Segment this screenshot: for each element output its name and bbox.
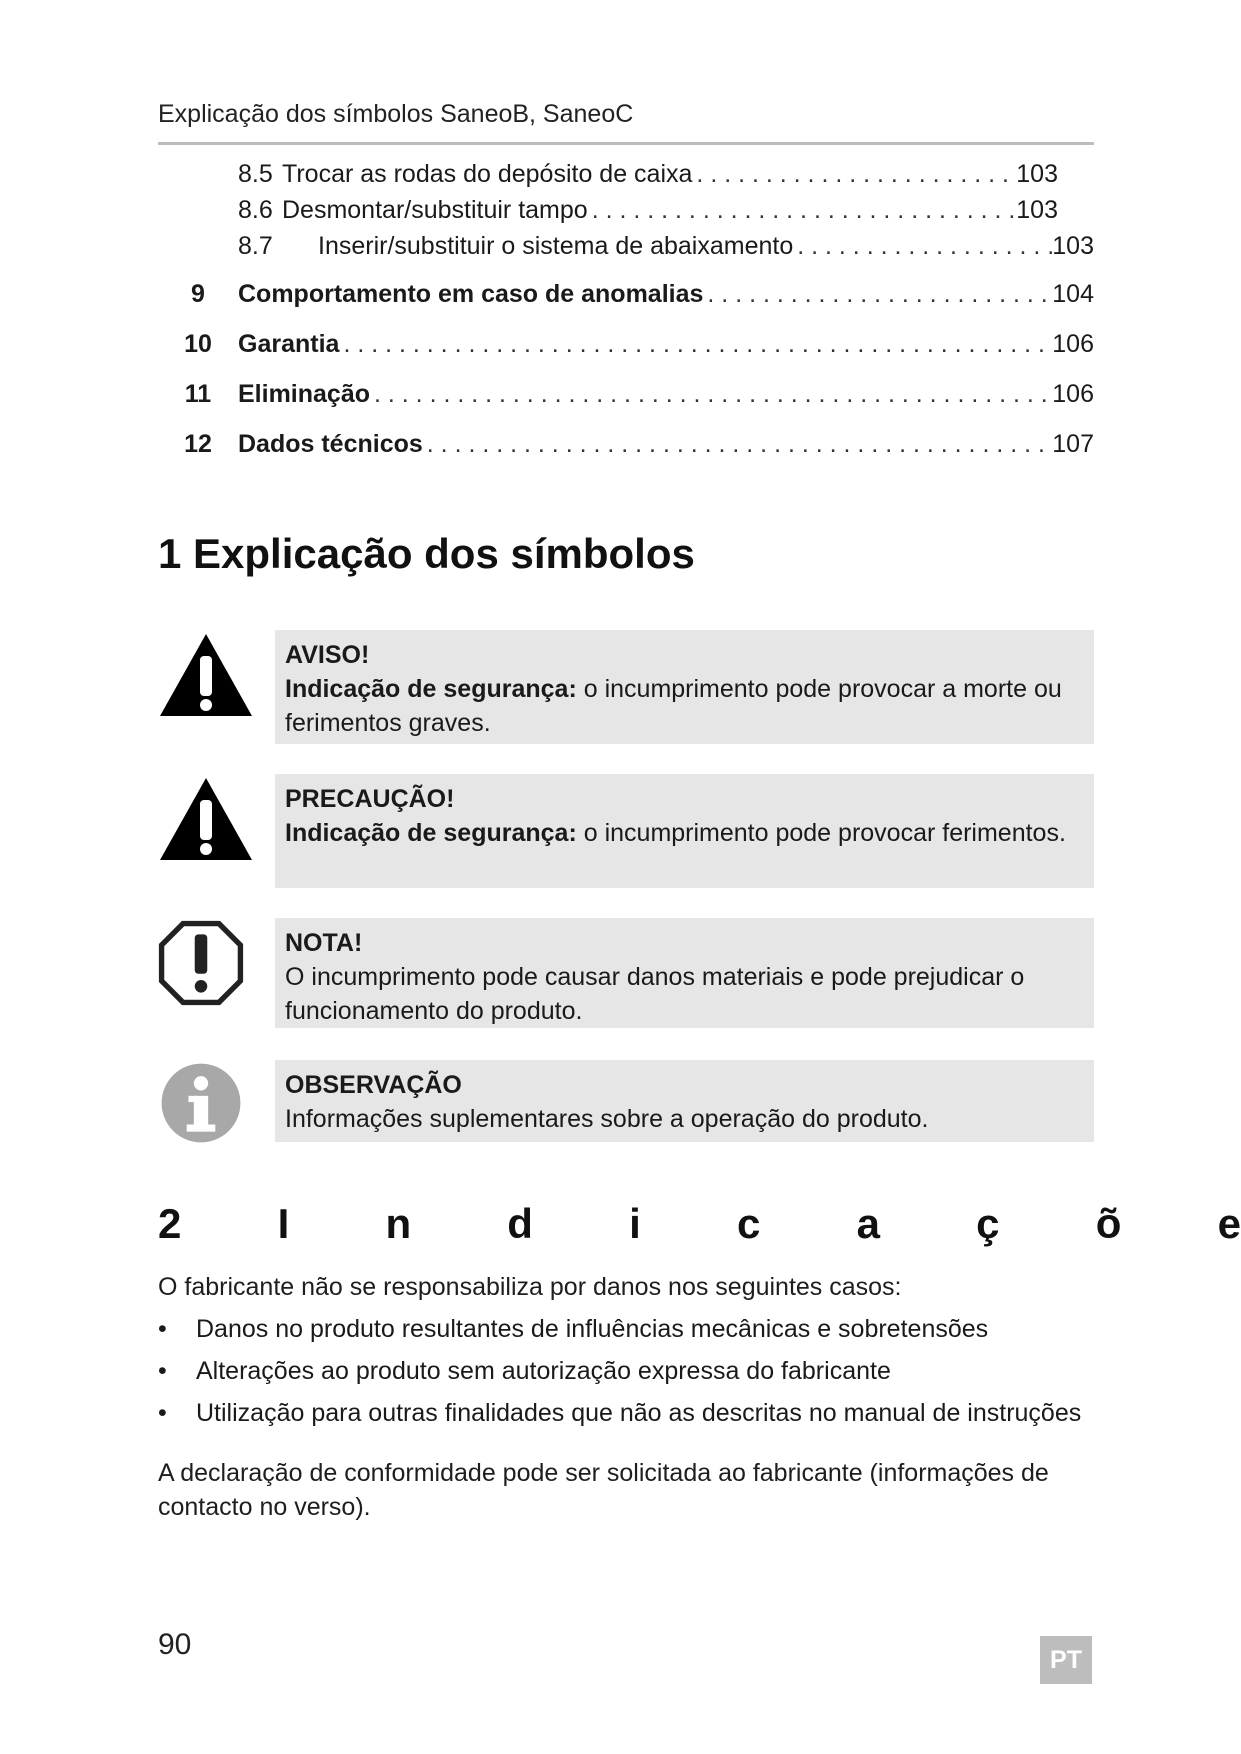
page-number: 90 <box>158 1628 192 1661</box>
section-1-heading: 1 Explicação dos símbolos <box>158 530 695 577</box>
toc-leader-dots <box>703 280 1052 309</box>
notice-body: Informações suplementares sobre a operação do produto. <box>285 1105 929 1133</box>
toc-entry-page: 106 <box>1052 330 1094 358</box>
toc-entry-title: Comportamento em caso de anomalias <box>238 280 704 308</box>
toc-leader-dots <box>370 380 1052 409</box>
toc-leader-dots <box>793 232 1052 261</box>
toc-entry-page: 103 <box>1052 232 1094 260</box>
caution-triangle-icon <box>158 774 254 870</box>
declaration-text: A declaração de conformidade pode ser solicitada ao fabricante (informações de contacto no verso). <box>158 1459 1049 1521</box>
heading-letter: i <box>629 1200 641 1247</box>
toc-entry-9[interactable] <box>158 280 1094 330</box>
toc-entry-number: 11 <box>184 380 212 408</box>
notice-body: o incumprimento pode provocar a morte ou ferimentos graves. <box>285 675 1062 737</box>
heading-letter: d <box>507 1200 533 1247</box>
notice-body: O incumprimento pode causar danos materiais e pode prejudicar o funcionamento do produto. <box>285 963 1025 1025</box>
toc-entry-number: 9 <box>191 280 205 308</box>
toc-entry-12[interactable] <box>158 430 1094 480</box>
heading-letter: c <box>737 1200 761 1247</box>
notice-box <box>275 630 1094 744</box>
toc-entry-8-5[interactable] <box>158 160 1094 196</box>
liability-list <box>158 1312 1098 1438</box>
list-item: • Utilização para outras finalidades que não as descritas no manual de instruções <box>158 1396 1098 1430</box>
toc-entry-title: Eliminação <box>238 380 370 408</box>
heading-letter: õ <box>1095 1200 1122 1247</box>
toc-entry-title: Dados técnicos <box>238 430 423 458</box>
toc-entry-number: 8.5 <box>238 160 273 188</box>
notice-label: AVISO! <box>285 641 370 669</box>
toc-entry-title: Desmontar/substituir tampo <box>282 196 588 224</box>
toc-entry-page: 103 <box>1016 196 1058 224</box>
language-badge: PT <box>1040 1636 1092 1684</box>
heading-letter: 2 <box>158 1200 182 1247</box>
toc-entry-number: 10 <box>184 330 212 358</box>
toc-entry-page: 103 <box>1016 160 1058 188</box>
toc-leader-dots <box>339 330 1052 359</box>
heading-letter: a <box>856 1200 880 1247</box>
notice-octagon-icon <box>158 920 244 1006</box>
notice-label: OBSERVAÇÃO <box>285 1071 462 1099</box>
notice-note <box>158 918 1094 1028</box>
notice-text <box>285 816 1084 850</box>
toc-entry-10[interactable] <box>158 330 1094 380</box>
header-title: Explicação dos símbolos SaneoB, SaneoC <box>158 100 634 128</box>
list-item: • Alterações ao produto sem autorização expressa do fabricante <box>158 1354 1098 1388</box>
heading-letter: e <box>1217 1200 1241 1247</box>
toc-entry-page: 104 <box>1052 280 1094 308</box>
notice-body: o incumprimento pode provocar ferimentos. <box>576 819 1066 847</box>
notice-text <box>285 672 1084 740</box>
notice-bold-prefix: Indicação de segurança: <box>285 675 577 703</box>
toc-entry-title: Inserir/substituir o sistema de abaixamento <box>318 232 794 260</box>
heading-letter: ç <box>976 1200 1000 1247</box>
notice-observation <box>158 1060 1094 1142</box>
heading-letter: n <box>385 1200 412 1247</box>
liability-intro: O fabricante não se responsabiliza por danos nos seguintes casos: <box>158 1273 902 1301</box>
toc-entry-number: 12 <box>184 430 212 458</box>
list-item: • Danos no produto resultantes de influências mecânicas e sobretensões <box>158 1312 1098 1346</box>
toc-entry-8-6[interactable] <box>158 196 1094 232</box>
running-header <box>158 100 1094 145</box>
warning-triangle-icon <box>158 630 254 726</box>
toc-leader-dots <box>588 196 1017 225</box>
notice-bold-prefix: Indicação de segurança: <box>285 819 577 847</box>
notice-box <box>275 918 1094 1028</box>
toc-entry-8-7[interactable] <box>158 232 1094 268</box>
toc-leader-dots <box>692 160 1016 189</box>
toc-entry-number: 8.7 <box>238 232 273 260</box>
notice-box <box>275 1060 1094 1142</box>
notice-text <box>285 960 1084 1028</box>
toc-entry-title: Trocar as rodas do depósito de caixa <box>282 160 693 188</box>
toc-leader-dots <box>423 430 1053 459</box>
toc-entry-page: 106 <box>1052 380 1094 408</box>
notice-label: NOTA! <box>285 929 363 957</box>
toc-entry-11[interactable] <box>158 380 1094 430</box>
heading-letter: I <box>277 1200 290 1247</box>
notice-text <box>285 1102 1084 1136</box>
table-of-contents <box>158 160 1094 480</box>
notice-caution <box>158 774 1094 888</box>
toc-entry-number: 8.6 <box>238 196 273 224</box>
notice-warning <box>158 630 1094 744</box>
notice-label: PRECAUÇÃO! <box>285 785 455 813</box>
toc-entry-page: 107 <box>1052 430 1094 458</box>
info-circle-icon <box>158 1060 244 1146</box>
toc-entry-title: Garantia <box>238 330 340 358</box>
notice-box <box>275 774 1094 888</box>
section-2-heading <box>158 1200 1241 1248</box>
